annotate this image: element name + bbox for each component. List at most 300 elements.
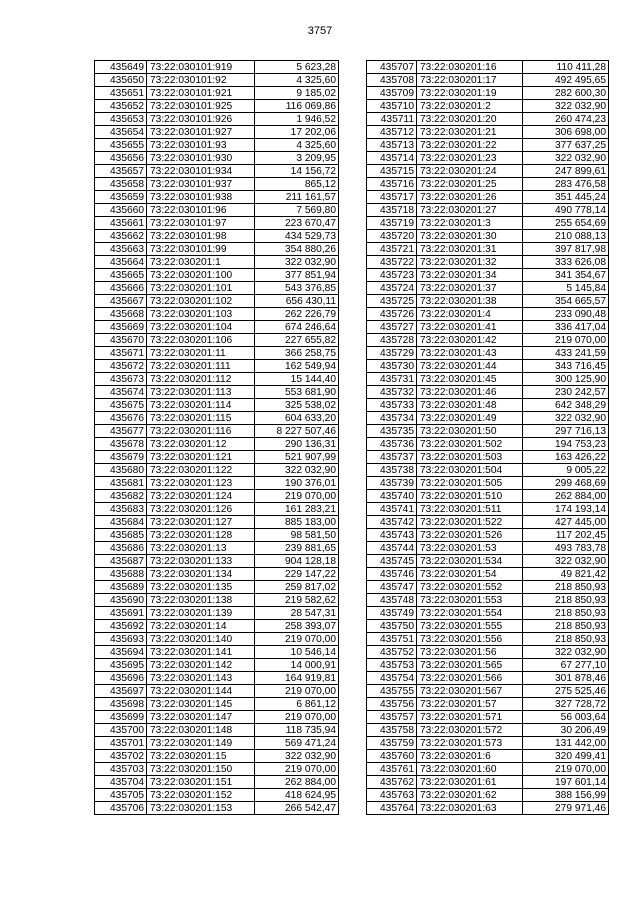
cadastral-value: 865,12: [255, 178, 339, 191]
cadastral-value: 6 861,12: [255, 698, 339, 711]
table-row: [367, 776, 609, 789]
cadastral-number: 73:22:030201:22: [417, 139, 523, 152]
row-number: 435672: [95, 360, 147, 373]
cadastral-number: 73:22:030201:123: [147, 477, 255, 490]
cadastral-value: 521 907,99: [255, 451, 339, 464]
table-row: [367, 373, 609, 386]
cadastral-number: 73:22:030201:42: [417, 334, 523, 347]
table-row: [367, 334, 609, 347]
table-row: [95, 776, 339, 789]
row-number: 435757: [367, 711, 417, 724]
row-number: 435729: [367, 347, 417, 360]
row-number: 435745: [367, 555, 417, 568]
row-number: 435717: [367, 191, 417, 204]
row-number: 435726: [367, 308, 417, 321]
cadastral-value: 327 728,72: [523, 698, 609, 711]
cadastral-value: 194 753,23: [523, 438, 609, 451]
table-row: [367, 386, 609, 399]
cadastral-number: 73:22:030201:115: [147, 412, 255, 425]
row-number: 435651: [95, 87, 147, 100]
row-number: 435711: [367, 113, 417, 126]
row-number: 435664: [95, 256, 147, 269]
table-row: [95, 373, 339, 386]
cadastral-number: 73:22:030201:3: [417, 217, 523, 230]
row-number: 435735: [367, 425, 417, 438]
cadastral-number: 73:22:030201:14: [147, 620, 255, 633]
table-row: [367, 516, 609, 529]
row-number: 435694: [95, 646, 147, 659]
table-row: [95, 360, 339, 373]
table-row: [95, 802, 339, 815]
cadastral-number: 73:22:030201:114: [147, 399, 255, 412]
row-number: 435703: [95, 763, 147, 776]
row-number: 435759: [367, 737, 417, 750]
table-row: [367, 529, 609, 542]
cadastral-value: 282 600,30: [523, 87, 609, 100]
cadastral-number: 73:22:030101:92: [147, 74, 255, 87]
table-row: [95, 451, 339, 464]
cadastral-value: 1 946,52: [255, 113, 339, 126]
row-number: 435660: [95, 204, 147, 217]
row-number: 435709: [367, 87, 417, 100]
row-number: 435722: [367, 256, 417, 269]
cadastral-value: 49 821,42: [523, 568, 609, 581]
cadastral-value: 197 601,14: [523, 776, 609, 789]
row-number: 435667: [95, 295, 147, 308]
cadastral-number: 73:22:030201:142: [147, 659, 255, 672]
cadastral-value: 98 581,50: [255, 529, 339, 542]
cadastral-value: 219 070,00: [523, 334, 609, 347]
cadastral-number: 73:22:030201:138: [147, 594, 255, 607]
cadastral-value: 322 032,90: [255, 750, 339, 763]
row-number: 435661: [95, 217, 147, 230]
row-number: 435677: [95, 425, 147, 438]
table-row: [367, 425, 609, 438]
row-number: 435657: [95, 165, 147, 178]
cadastral-number: 73:22:030101:98: [147, 230, 255, 243]
row-number: 435706: [95, 802, 147, 815]
row-number: 435738: [367, 464, 417, 477]
cadastral-value: 553 681,90: [255, 386, 339, 399]
row-number: 435734: [367, 412, 417, 425]
table-row: [95, 594, 339, 607]
cadastral-value: 56 003,64: [523, 711, 609, 724]
row-number: 435754: [367, 672, 417, 685]
row-number: 435739: [367, 477, 417, 490]
cadastral-value: 9 005,22: [523, 464, 609, 477]
cadastral-number: 73:22:030201:128: [147, 529, 255, 542]
cadastral-value: 325 538,02: [255, 399, 339, 412]
table-row: [367, 243, 609, 256]
row-number: 435701: [95, 737, 147, 750]
cadastral-value: 229 147,22: [255, 568, 339, 581]
row-number: 435743: [367, 529, 417, 542]
cadastral-value: 218 850,93: [523, 594, 609, 607]
row-number: 435749: [367, 607, 417, 620]
row-number: 435649: [95, 61, 147, 74]
cadastral-value: 118 735,94: [255, 724, 339, 737]
cadastral-value: 162 549,94: [255, 360, 339, 373]
table-row: [367, 594, 609, 607]
cadastral-number: 73:22:030201:44: [417, 360, 523, 373]
cadastral-number: 73:22:030201:102: [147, 295, 255, 308]
row-number: 435705: [95, 789, 147, 802]
table-row: [367, 620, 609, 633]
cadastral-number: 73:22:030201:19: [417, 87, 523, 100]
cadastral-value: 14 000,91: [255, 659, 339, 672]
cadastral-value: 262 884,00: [523, 490, 609, 503]
cadastral-number: 73:22:030201:134: [147, 568, 255, 581]
cadastral-number: 73:22:030201:34: [417, 269, 523, 282]
row-number: 435669: [95, 321, 147, 334]
row-number: 435690: [95, 594, 147, 607]
cadastral-value: 219 070,00: [255, 633, 339, 646]
cadastral-value: 492 495,65: [523, 74, 609, 87]
row-number: 435683: [95, 503, 147, 516]
cadastral-number: 73:22:030201:62: [417, 789, 523, 802]
table-row: [367, 87, 609, 100]
cadastral-number: 73:22:030201:103: [147, 308, 255, 321]
table-row: [95, 711, 339, 724]
table-row: [367, 672, 609, 685]
table-row: [367, 412, 609, 425]
cadastral-number: 73:22:030201:566: [417, 672, 523, 685]
cadastral-number: 73:22:030201:124: [147, 490, 255, 503]
table-row: [367, 321, 609, 334]
cadastral-value: 543 376,85: [255, 282, 339, 295]
table-row: [95, 789, 339, 802]
cadastral-number: 73:22:030201:21: [417, 126, 523, 139]
table-row: [367, 503, 609, 516]
cadastral-value: 377 851,94: [255, 269, 339, 282]
cadastral-number: 73:22:030201:20: [417, 113, 523, 126]
page-number: 3757: [307, 25, 333, 37]
cadastral-value: 275 525,46: [523, 685, 609, 698]
cadastral-value: 434 529,73: [255, 230, 339, 243]
cadastral-value: 210 088,13: [523, 230, 609, 243]
cadastral-value: 490 778,14: [523, 204, 609, 217]
row-number: 435666: [95, 282, 147, 295]
table-row: [95, 659, 339, 672]
table-row: [367, 347, 609, 360]
cadastral-number: 73:22:030201:13: [147, 542, 255, 555]
cadastral-number: 73:22:030201:504: [417, 464, 523, 477]
cadastral-number: 73:22:030201:116: [147, 425, 255, 438]
row-number: 435678: [95, 438, 147, 451]
cadastral-number: 73:22:030201:49: [417, 412, 523, 425]
row-number: 435695: [95, 659, 147, 672]
table-row: [95, 165, 339, 178]
row-number: 435756: [367, 698, 417, 711]
cadastral-number: 73:22:030201:152: [147, 789, 255, 802]
cadastral-value: 190 376,01: [255, 477, 339, 490]
table-row: [367, 581, 609, 594]
row-number: 435655: [95, 139, 147, 152]
cadastral-number: 73:22:030201:555: [417, 620, 523, 633]
table-row: [95, 386, 339, 399]
row-number: 435658: [95, 178, 147, 191]
cadastral-number: 73:22:030101:927: [147, 126, 255, 139]
table-row: [95, 620, 339, 633]
cadastral-number: 73:22:030201:24: [417, 165, 523, 178]
row-number: 435650: [95, 74, 147, 87]
cadastral-number: 73:22:030201:153: [147, 802, 255, 815]
table-row: [367, 256, 609, 269]
cadastral-value: 219 070,00: [255, 711, 339, 724]
cadastral-number: 73:22:030101:96: [147, 204, 255, 217]
cadastral-value: 262 226,79: [255, 308, 339, 321]
row-number: 435659: [95, 191, 147, 204]
table-row: [367, 789, 609, 802]
cadastral-number: 73:22:030201:112: [147, 373, 255, 386]
row-number: 435682: [95, 490, 147, 503]
table-row: [367, 711, 609, 724]
cadastral-number: 73:22:030201:45: [417, 373, 523, 386]
row-number: 435744: [367, 542, 417, 555]
cadastral-value: 8 227 507,46: [255, 425, 339, 438]
cadastral-value: 211 161,57: [255, 191, 339, 204]
table-row: [95, 269, 339, 282]
table-row: [95, 87, 339, 100]
cadastral-number: 73:22:030201:11: [147, 347, 255, 360]
row-number: 435685: [95, 529, 147, 542]
cadastral-number: 73:22:030201:573: [417, 737, 523, 750]
row-number: 435665: [95, 269, 147, 282]
cadastral-number: 73:22:030201:133: [147, 555, 255, 568]
cadastral-value: 227 655,82: [255, 334, 339, 347]
table-row: [367, 269, 609, 282]
cadastral-value: 131 442,00: [523, 737, 609, 750]
cadastral-value: 219 070,00: [255, 685, 339, 698]
cadastral-value: 218 850,93: [523, 633, 609, 646]
cadastral-number: 73:22:030201:17: [417, 74, 523, 87]
table-row: [95, 607, 339, 620]
row-number: 435673: [95, 373, 147, 386]
cadastral-number: 73:22:030201:148: [147, 724, 255, 737]
cadastral-number: 73:22:030101:938: [147, 191, 255, 204]
cadastral-value: 247 899,61: [523, 165, 609, 178]
row-number: 435730: [367, 360, 417, 373]
cadastral-number: 73:22:030201:12: [147, 438, 255, 451]
table-row: [367, 555, 609, 568]
row-number: 435668: [95, 308, 147, 321]
table-row: [95, 568, 339, 581]
row-number: 435674: [95, 386, 147, 399]
cadastral-value: 219 582,62: [255, 594, 339, 607]
table-row: [95, 152, 339, 165]
row-number: 435700: [95, 724, 147, 737]
table-row: [367, 724, 609, 737]
cadastral-value: 283 476,58: [523, 178, 609, 191]
cadastral-value: 255 654,69: [523, 217, 609, 230]
row-number: 435671: [95, 347, 147, 360]
cadastral-number: 73:22:030201:37: [417, 282, 523, 295]
cadastral-value: 279 971,46: [523, 802, 609, 815]
cadastral-number: 73:22:030201:25: [417, 178, 523, 191]
cadastral-value: 642 348,29: [523, 399, 609, 412]
cadastral-number: 73:22:030201:141: [147, 646, 255, 659]
cadastral-value: 351 445,24: [523, 191, 609, 204]
row-number: 435764: [367, 802, 417, 815]
table-row: [367, 763, 609, 776]
cadastral-number: 73:22:030201:50: [417, 425, 523, 438]
cadastral-number: 73:22:030201:113: [147, 386, 255, 399]
row-number: 435746: [367, 568, 417, 581]
table-row: [367, 126, 609, 139]
row-number: 435761: [367, 763, 417, 776]
table-row: [95, 763, 339, 776]
row-number: 435732: [367, 386, 417, 399]
cadastral-number: 73:22:030201:57: [417, 698, 523, 711]
row-number: 435742: [367, 516, 417, 529]
row-number: 435724: [367, 282, 417, 295]
cadastral-value: 219 070,00: [255, 490, 339, 503]
row-number: 435731: [367, 373, 417, 386]
cadastral-number: 73:22:030201:143: [147, 672, 255, 685]
row-number: 435686: [95, 542, 147, 555]
cadastral-value: 259 817,02: [255, 581, 339, 594]
cadastral-number: 73:22:030201:505: [417, 477, 523, 490]
cadastral-value: 28 547,31: [255, 607, 339, 620]
row-number: 435656: [95, 152, 147, 165]
table-row: [95, 529, 339, 542]
table-row: [95, 425, 339, 438]
cadastral-number: 73:22:030201:502: [417, 438, 523, 451]
row-number: 435698: [95, 698, 147, 711]
cadastral-value: 300 125,90: [523, 373, 609, 386]
table-row: [367, 217, 609, 230]
cadastral-number: 73:22:030201:510: [417, 490, 523, 503]
cadastral-number: 73:22:030201:526: [417, 529, 523, 542]
row-number: 435725: [367, 295, 417, 308]
table-row: [367, 568, 609, 581]
cadastral-value: 117 202,45: [523, 529, 609, 542]
cadastral-number: 73:22:030101:926: [147, 113, 255, 126]
cadastral-value: 239 881,65: [255, 542, 339, 555]
table-row: [95, 139, 339, 152]
row-number: 435704: [95, 776, 147, 789]
cadastral-value: 656 430,11: [255, 295, 339, 308]
row-number: 435684: [95, 516, 147, 529]
cadastral-value: 354 880,26: [255, 243, 339, 256]
cadastral-value: 341 354,67: [523, 269, 609, 282]
cadastral-value: 322 032,90: [523, 152, 609, 165]
cadastral-number: 73:22:030201:30: [417, 230, 523, 243]
cadastral-number: 73:22:030201:140: [147, 633, 255, 646]
cadastral-number: 73:22:030201:6: [417, 750, 523, 763]
cadastral-value: 258 393,07: [255, 620, 339, 633]
cadastral-value: 418 624,95: [255, 789, 339, 802]
cadastral-number: 73:22:030101:93: [147, 139, 255, 152]
row-number: 435702: [95, 750, 147, 763]
cadastral-value: 219 070,00: [255, 763, 339, 776]
cadastral-value: 299 468,69: [523, 477, 609, 490]
cadastral-value: 219 070,00: [523, 763, 609, 776]
row-number: 435699: [95, 711, 147, 724]
cadastral-value: 67 277,10: [523, 659, 609, 672]
cadastral-number: 73:22:030201:104: [147, 321, 255, 334]
cadastral-number: 73:22:030201:126: [147, 503, 255, 516]
cadastral-number: 73:22:030201:111: [147, 360, 255, 373]
cadastral-number: 73:22:030201:144: [147, 685, 255, 698]
cadastral-number: 73:22:030201:15: [147, 750, 255, 763]
row-number: 435748: [367, 594, 417, 607]
table-row: [95, 646, 339, 659]
cadastral-number: 73:22:030201:48: [417, 399, 523, 412]
cadastral-number: 73:22:030201:4: [417, 308, 523, 321]
cadastral-number: 73:22:030201:571: [417, 711, 523, 724]
cadastral-number: 73:22:030201:56: [417, 646, 523, 659]
cadastral-value: 306 698,00: [523, 126, 609, 139]
cadastral-value: 322 032,90: [255, 256, 339, 269]
row-number: 435736: [367, 438, 417, 451]
cadastral-number: 73:22:030201:552: [417, 581, 523, 594]
cadastral-number: 73:22:030201:43: [417, 347, 523, 360]
cadastral-number: 73:22:030201:106: [147, 334, 255, 347]
cadastral-number: 73:22:030201:149: [147, 737, 255, 750]
cadastral-number: 73:22:030201:554: [417, 607, 523, 620]
cadastral-number: 73:22:030201:150: [147, 763, 255, 776]
table-row: [367, 113, 609, 126]
row-number: 435654: [95, 126, 147, 139]
cadastral-value: 297 716,13: [523, 425, 609, 438]
row-number: 435716: [367, 178, 417, 191]
cadastral-value: 262 884,00: [255, 776, 339, 789]
cadastral-value: 30 206,49: [523, 724, 609, 737]
row-number: 435688: [95, 568, 147, 581]
table-row: [95, 74, 339, 87]
table-row: [95, 737, 339, 750]
table-row: [95, 126, 339, 139]
cadastral-number: 73:22:030201:101: [147, 282, 255, 295]
table-row: [367, 308, 609, 321]
table-row: [367, 204, 609, 217]
table-row: [95, 347, 339, 360]
row-number: 435710: [367, 100, 417, 113]
row-number: 435652: [95, 100, 147, 113]
table-row: [95, 399, 339, 412]
cadastral-number: 73:22:030201:54: [417, 568, 523, 581]
cadastral-value: 333 626,08: [523, 256, 609, 269]
cadastral-value: 569 471,24: [255, 737, 339, 750]
table-row: [95, 412, 339, 425]
table-row: [95, 555, 339, 568]
row-number: 435750: [367, 620, 417, 633]
row-number: 435692: [95, 620, 147, 633]
row-number: 435762: [367, 776, 417, 789]
table-row: [95, 672, 339, 685]
row-number: 435679: [95, 451, 147, 464]
cadastral-value: 218 850,93: [523, 581, 609, 594]
cadastral-number: 73:22:030201:565: [417, 659, 523, 672]
cadastral-value: 15 144,40: [255, 373, 339, 386]
cadastral-number: 73:22:030101:925: [147, 100, 255, 113]
table-row: [95, 698, 339, 711]
cadastral-value: 322 032,90: [523, 100, 609, 113]
row-number: 435687: [95, 555, 147, 568]
row-number: 435715: [367, 165, 417, 178]
table-row: [367, 737, 609, 750]
cadastral-number: 73:22:030101:930: [147, 152, 255, 165]
cadastral-value: 4 325,60: [255, 139, 339, 152]
row-number: 435753: [367, 659, 417, 672]
table-row: [367, 646, 609, 659]
cadastral-number: 73:22:030201:27: [417, 204, 523, 217]
cadastral-value: 322 032,90: [255, 464, 339, 477]
cadastral-value: 218 850,93: [523, 620, 609, 633]
row-number: 435737: [367, 451, 417, 464]
table-row: [367, 438, 609, 451]
